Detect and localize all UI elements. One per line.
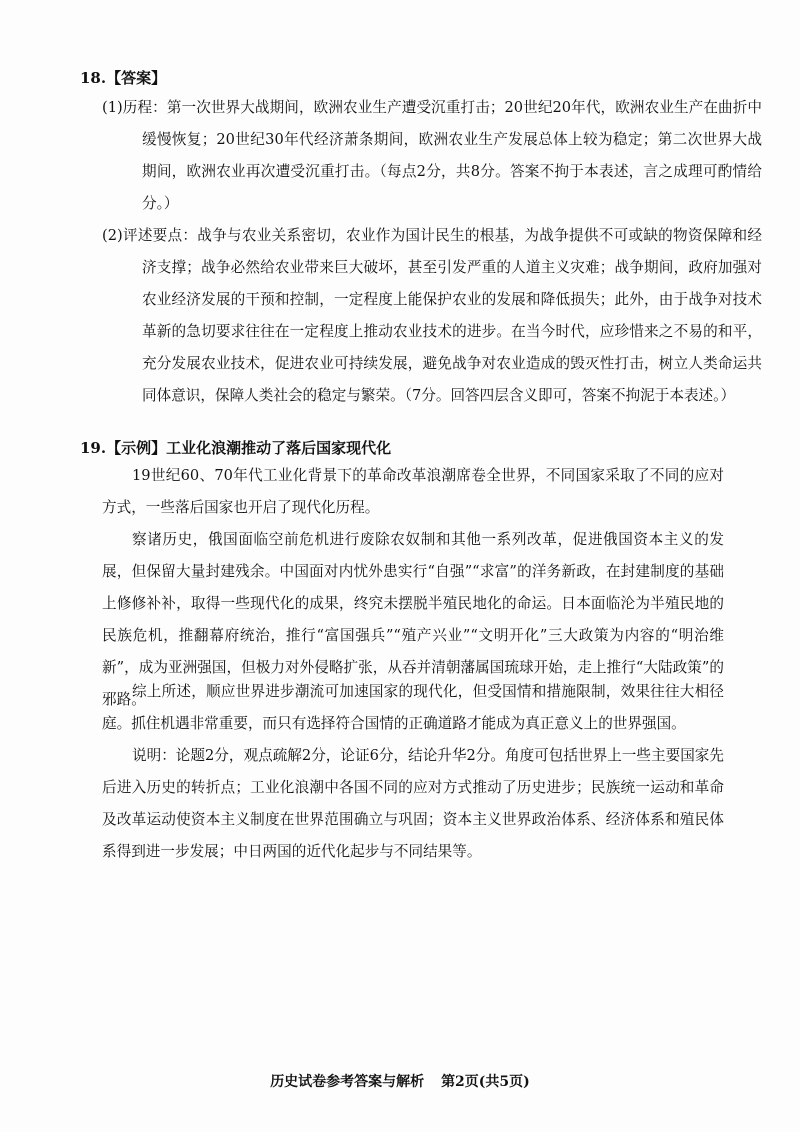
- page-footer: [0, 1072, 800, 1092]
- question-18-answer-part-1: (1)历程：第一次世界大战期间，欧洲农业生产遭受沉重打击；20世纪20年代，欧洲农业生产在曲折中缓慢恢复；20世纪30年代经济萧条期间，欧洲农业生产发展总体上较为稳定；第二次世界大战期间，欧洲农业再次遭受沉重打击。（每点2分，共8分。答案不拘于本表述，言之成理可酌情给分。）: [102, 99, 762, 212]
- question-19-paragraph-2: 察诸历史，俄国面临空前危机进行废除农奴制和其他一系列改革，促进俄国资本主义的发展，但保留大量封建残余。中国面对内忧外患实行“自强”“求富”的洋务新政，在封建制度的基础上修修补补，取得一些现代化的成果，终究未摆脱半殖民地化的命运。日本面临沦为半殖民地的民族危机，推翻幕府统治，推行“富国强兵”“殖产兴业”“文明开化”三大政策为内容的“明治维新”，成为亚洲强国，但极力对外侵略扩张，从吞并清朝藩属国琉球开始，走上推行“大陆政策”的邪路。: [102, 531, 724, 708]
- question-18-answer-part-2: (2)评述要点：战争与农业关系密切，农业作为国计民生的根基，为战争提供不可或缺的物资保障和经济支撑；战争必然给农业带来巨大破坏，甚至引发严重的人道主义灾难；战争期间，政府加强对农业经济发展的干预和控制，一定程度上能保护农业的发展和降低损失；此外，由于战争对技术革新的急切要求往往在一定程度上推动农业技术的进步。在当今时代，应珍惜来之不易的和平，充分发展农业技术，促进农业可持续发展，避免战争对农业造成的毁灭性打击，树立人类命运共同体意识，保障人类社会的稳定与繁荣。（7分。回答四层含义即可，答案不拘泥于本表述。）: [102, 227, 762, 404]
- question-19-paragraph-1: 19世纪60、70年代工业化背景下的革命改革浪潮席卷全世界，不同国家采取了不同的应对方式，一些落后国家也开启了现代化历程。: [102, 467, 724, 516]
- question-18-title: 18.【答案】: [80, 69, 167, 87]
- question-19-scoring-note: 说明：论题2分，观点疏解2分，论证6分，结论升华2分。角度可包括世界上一些主要国家先后进入历史的转折点；工业化浪潮中各国不同的应对方式推动了历史进步；民族统一运动和革命及改革运动使资本主义制度在世界范围确立与巩固；资本主义世界政治体系、经济体系和殖民体系得到进一步发展；中日两国的近代化起步与不同结果等。: [102, 747, 724, 860]
- question-19-title: 19.【示例】工业化浪潮推动了落后国家现代化: [80, 439, 392, 457]
- question-19-paragraph-3: 综上所述，顺应世界进步潮流可加速国家的现代化，但受国情和措施限制，效果往往大相径庭。抓住机遇非常重要，而只有选择符合国情的正确道路才能成为真正意义上的世界强国。: [102, 683, 724, 732]
- footer-title: 历史试卷参考答案与解析: [270, 1074, 425, 1090]
- footer-page-number: 第2页(共5页): [441, 1074, 530, 1090]
